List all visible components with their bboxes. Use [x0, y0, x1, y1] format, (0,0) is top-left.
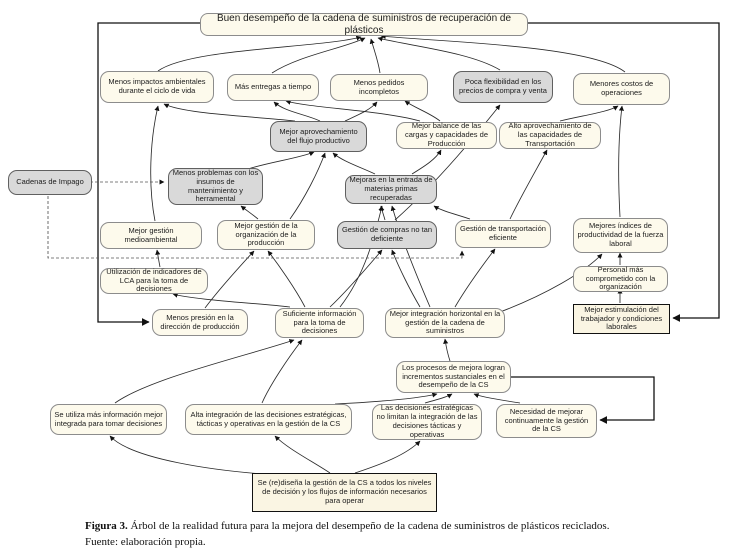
edge-infointegrada-informacion [115, 340, 294, 403]
node-materias: Mejoras en la entrada de materias primas recuperadas [345, 175, 437, 204]
node-compras: Gestión de compras no tan deficiente [337, 221, 437, 249]
node-insumos: Menos problemas con los insumos de mantenimiento y herramental [168, 168, 263, 205]
node-indices: Mejores índices de productividad de la fuerza laboral [573, 218, 668, 253]
edge-flujo-impactos [164, 104, 295, 121]
node-personal: Personal más comprometido con la organización [573, 266, 668, 292]
node-impago: Cadenas de Impago [8, 170, 92, 195]
node-entregas: Más entregas a tiempo [227, 74, 319, 101]
node-flexibilidad: Poca flexibilidad en los precios de compra y venta [453, 71, 553, 103]
edge-orgproduccion-insumos [241, 206, 258, 219]
node-estimulacion: Mejor estimulación del trabajador y condiciones laborales [573, 304, 670, 334]
node-costos: Menores costos de operaciones [573, 73, 670, 105]
edge-lca-medioambiental [157, 250, 160, 267]
node-info-integrada: Se utiliza más información mejor integrada para tomar decisiones [50, 404, 167, 435]
node-decisiones: Las decisiones estratégicas no limitan la integración de las decisiones tácticas y operativas [372, 404, 482, 440]
edge-rediseno-decisiones [355, 441, 420, 473]
edge-rediseno-altaintegracion [275, 436, 330, 473]
edge-transporteef-materias [434, 206, 470, 219]
edge-informacion-lca [173, 294, 290, 307]
node-medioambiental: Mejor gestión medioambiental [100, 222, 202, 249]
node-lca: Utilización de indicadores de LCA para la toma de decisiones [100, 268, 208, 294]
edge-insumos-flujo [248, 152, 314, 169]
edge-costos-goal [381, 36, 625, 72]
node-pedidos: Menos pedidos incompletos [330, 74, 428, 101]
node-org-produccion: Mejor gestión de la organización de la producción [217, 220, 315, 250]
figure-caption [85, 519, 685, 551]
node-impactos: Menos impactos ambientales durante el ciclo de vida [100, 71, 214, 103]
node-presion: Menos presión en la dirección de producción [152, 309, 248, 336]
edge-indices-costos [619, 106, 622, 217]
figure-caption-source: Fuente: elaboración propia. [85, 535, 206, 548]
node-balance: Mejor balance de las cargas y capacidades de Producción [396, 122, 497, 149]
figure-caption-label: Figura 3. [85, 520, 128, 532]
node-transporte-ef: Gestión de transportación eficiente [455, 220, 551, 248]
edge-materias-flujo [333, 153, 375, 174]
edge-orgproduccion-flujo [290, 153, 325, 219]
edge-materias-balance [412, 150, 441, 174]
edge-informacion-orgproduccion [268, 251, 305, 307]
node-integracion-h: Mejor integración horizontal en la gestión de la cadena de suministros [385, 308, 505, 338]
edge-medioambiental-impactos [151, 106, 158, 221]
node-necesidad: Necesidad de mejorar continuamente la gestión de la CS [496, 404, 597, 438]
edge-flujo-entregas [274, 102, 320, 121]
edge-altaintegracion-informacion [262, 340, 302, 403]
edge-integracionh-compras [392, 250, 420, 307]
edge-flexibilidad-goal [378, 38, 500, 70]
node-alta-integracion: Alta integración de las decisiones estratégicas, tácticas y operativas en la gestión de la CS [185, 404, 352, 435]
edge-procesos-integracionh [445, 339, 450, 361]
edge-pedidos-goal [371, 39, 380, 73]
edge-transporteef-transportecap [510, 150, 547, 219]
figure-caption-text: Árbol de la realidad futura para la mejora del desempeño de la cadena de suministros de plásticos reciclados. [130, 520, 610, 532]
node-informacion: Suficiente información para la toma de decisiones [275, 308, 364, 338]
node-rediseno: Se (re)diseña la gestión de la CS a todos los niveles de decisión y los flujos de información necesarios para operar [252, 473, 437, 512]
node-transporte-cap: Alto aprovechamiento de las capacidades de Transportación [499, 122, 601, 149]
edge-informacion-compras [330, 250, 382, 307]
edge-impactos-goal [158, 37, 361, 71]
edge-transportecap-costos [560, 106, 618, 121]
node-goal: Buen desempeño de la cadena de suministros de recuperación de plásticos [200, 13, 528, 36]
edge-balance-entregas [286, 101, 420, 121]
node-flujo: Mejor aprovechamiento del flujo productivo [270, 121, 367, 152]
node-procesos: Los procesos de mejora logran incrementos sustanciales en el desempeño de la CS [396, 361, 511, 393]
edge-balance-pedidos [405, 101, 440, 121]
edge-rediseno-infointegrada [110, 436, 295, 476]
edge-necesidad-procesos [474, 394, 520, 403]
